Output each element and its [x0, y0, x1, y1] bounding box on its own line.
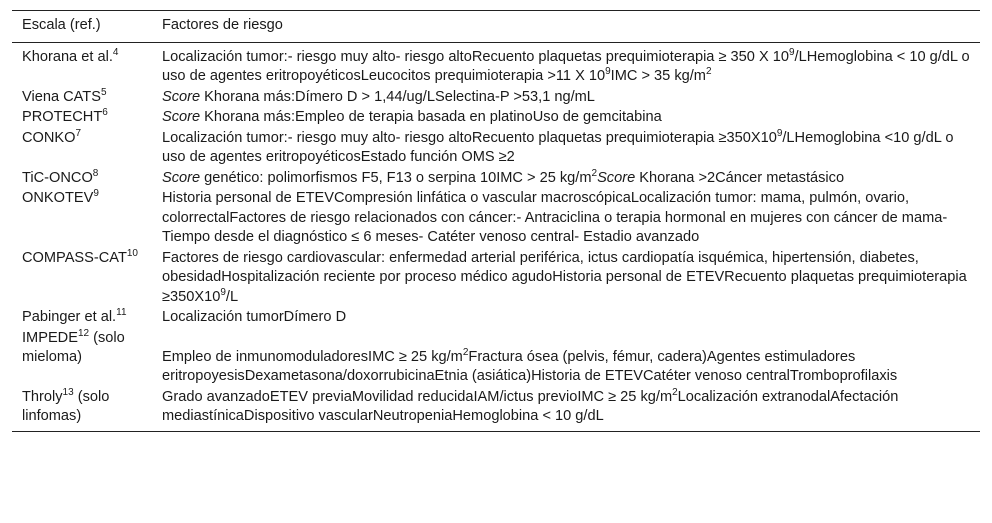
factors-text: Khorana >2Cáncer metastásico — [635, 169, 845, 186]
superscript: 9 — [776, 127, 783, 139]
scale-note: (solo mieloma) — [22, 329, 125, 365]
italic-term: Score — [597, 169, 636, 186]
factors-text: Localización tumorDímero D — [162, 309, 347, 325]
factors-text: Localización tumor:- riesgo muy alto- riesgo altoRecuento plaquetas prequimioterapia ≥350X10 — [162, 129, 777, 146]
superscript: 2 — [705, 66, 712, 78]
scale-name: PROTECHT — [22, 109, 103, 125]
reference-number: 13 — [62, 386, 74, 398]
factors-text: IMC > 35 kg/m — [610, 68, 706, 84]
scale-name: ONKOTEV — [22, 190, 94, 206]
factors-text: Grado avanzadoETEV previaMovilidad reducidaIAM/ictus previoIMC ≥ 25 kg/m — [162, 388, 673, 405]
scale-name: Pabinger et al. — [22, 309, 117, 325]
reference-number: 6 — [102, 107, 108, 119]
reference-number: 5 — [100, 86, 107, 98]
risk-scales-table-container — [12, 10, 980, 432]
factors-text: /LHemoglobina < 10 g/dL o uso de agentes eritropoyéticosLeucocitos prequimioterapia >11 X 10 — [162, 48, 970, 84]
header-scale: Escala (ref.) — [22, 17, 101, 33]
factors-cell — [152, 108, 980, 129]
reference-number: 12 — [77, 327, 90, 339]
superscript: 2 — [591, 167, 598, 179]
scale-cell — [12, 88, 152, 109]
scale-cell — [12, 329, 152, 388]
table-row — [12, 249, 980, 309]
scale-name: TiC-ONCO — [22, 169, 93, 186]
scale-name: IMPEDE — [22, 329, 78, 346]
italic-term: Score — [162, 169, 201, 186]
table-row — [12, 169, 980, 190]
table-body — [12, 42, 980, 431]
factors-cell — [152, 329, 980, 388]
scale-note: (solo linfomas) — [22, 388, 110, 424]
scale-cell — [12, 308, 152, 329]
reference-number: 9 — [93, 188, 99, 200]
scale-cell — [12, 129, 152, 169]
table-row — [12, 329, 980, 388]
factors-text: genético: polimorfismos F5, F13 o serpina 10IMC > 25 kg/m — [200, 169, 592, 186]
factors-text: /LHemoglobina <10 g/dL o uso de agentes eritropoyéticosEstado función OMS ≥2 — [162, 129, 954, 165]
factors-cell — [152, 129, 980, 169]
reference-number: 8 — [92, 167, 99, 179]
factors-text: Khorana más:Dímero D > 1,44/ug/LSelectina-P >53,1 ng/mL — [200, 88, 595, 105]
header-row — [12, 11, 980, 43]
italic-term: Score — [162, 109, 201, 125]
risk-scales-table — [12, 10, 980, 432]
scale-cell — [12, 169, 152, 190]
scale-cell — [12, 108, 152, 129]
factors-cell — [152, 308, 980, 329]
table-row — [12, 388, 980, 432]
factors-cell — [152, 189, 980, 249]
table-row — [12, 189, 980, 249]
table-row — [12, 88, 980, 109]
table-row — [12, 108, 980, 129]
table-row — [12, 308, 980, 329]
factors-text: /L — [225, 288, 239, 305]
scale-cell — [12, 388, 152, 432]
factors-text: Historia personal de ETEVCompresión linfática o vascular macroscópicaLocalización tumor: mama, pulmón, ovario, colorrectalFactores de riesgo relacionados con cáncer:- Antraciclina o terapia hormonal en mujeres con cáncer de mama- Tiempo desde el diagnóstico ≤ 6 meses- Catéter venoso central- Estadio avanzado — [162, 190, 948, 245]
factors-text: Fractura ósea (pelvis, fémur, cadera)Agentes estimuladores eritropoyesisDexametasona/doxorrubicinaEtnia (asiática)Historia de ETEVCatéter venoso centralTromboprofilaxis — [162, 348, 898, 384]
factors-text: Khorana más:Empleo de terapia basada en platinoUso de gemcitabina — [200, 109, 662, 125]
factors-cell — [152, 388, 980, 432]
factors-text: Localización tumor:- riesgo muy alto- riesgo altoRecuento plaquetas prequimioterapia ≥ 350 X 10 — [162, 48, 789, 65]
scale-name: CONKO — [22, 129, 76, 146]
table-row — [12, 42, 980, 88]
reference-number: 10 — [126, 247, 138, 259]
scale-cell — [12, 189, 152, 249]
scale-name: Viena CATS — [22, 88, 101, 105]
scale-name: Khorana et al. — [22, 48, 113, 65]
table-header — [12, 11, 980, 43]
superscript: 2 — [672, 386, 678, 398]
factors-text: Empleo de inmunomoduladoresIMC ≥ 25 kg/m — [162, 348, 463, 365]
factors-cell — [152, 42, 980, 88]
scale-name: COMPASS-CAT — [22, 249, 127, 266]
factors-text: Localización extranodalAfectación mediastínicaDispositivo vascularNeutropeniaHemoglobina < 10 g/dL — [162, 388, 899, 424]
reference-number: 11 — [116, 307, 127, 319]
scale-cell — [12, 249, 152, 309]
scale-cell — [12, 42, 152, 88]
factors-cell — [152, 88, 980, 109]
reference-number: 4 — [112, 46, 119, 58]
superscript: 2 — [462, 346, 469, 358]
header-factors: Factores de riesgo — [162, 17, 283, 33]
factors-cell — [152, 249, 980, 309]
superscript: 9 — [605, 66, 611, 78]
factors-text: Factores de riesgo cardiovascular: enfermedad arterial periférica, ictus cardiopatía isquémica, hipertensión, diabetes, obesidadHospitalización reciente por proceso médico agudoHistoria personal de ETEVRecuento plaquetas prequimioterapia ≥350X10 — [162, 249, 967, 305]
italic-term: Score — [162, 88, 201, 105]
scale-name: Throly — [22, 388, 63, 405]
reference-number: 7 — [75, 127, 82, 139]
factors-cell — [152, 169, 980, 190]
table-row — [12, 129, 980, 169]
superscript: 9 — [788, 46, 795, 58]
superscript: 9 — [220, 286, 226, 298]
